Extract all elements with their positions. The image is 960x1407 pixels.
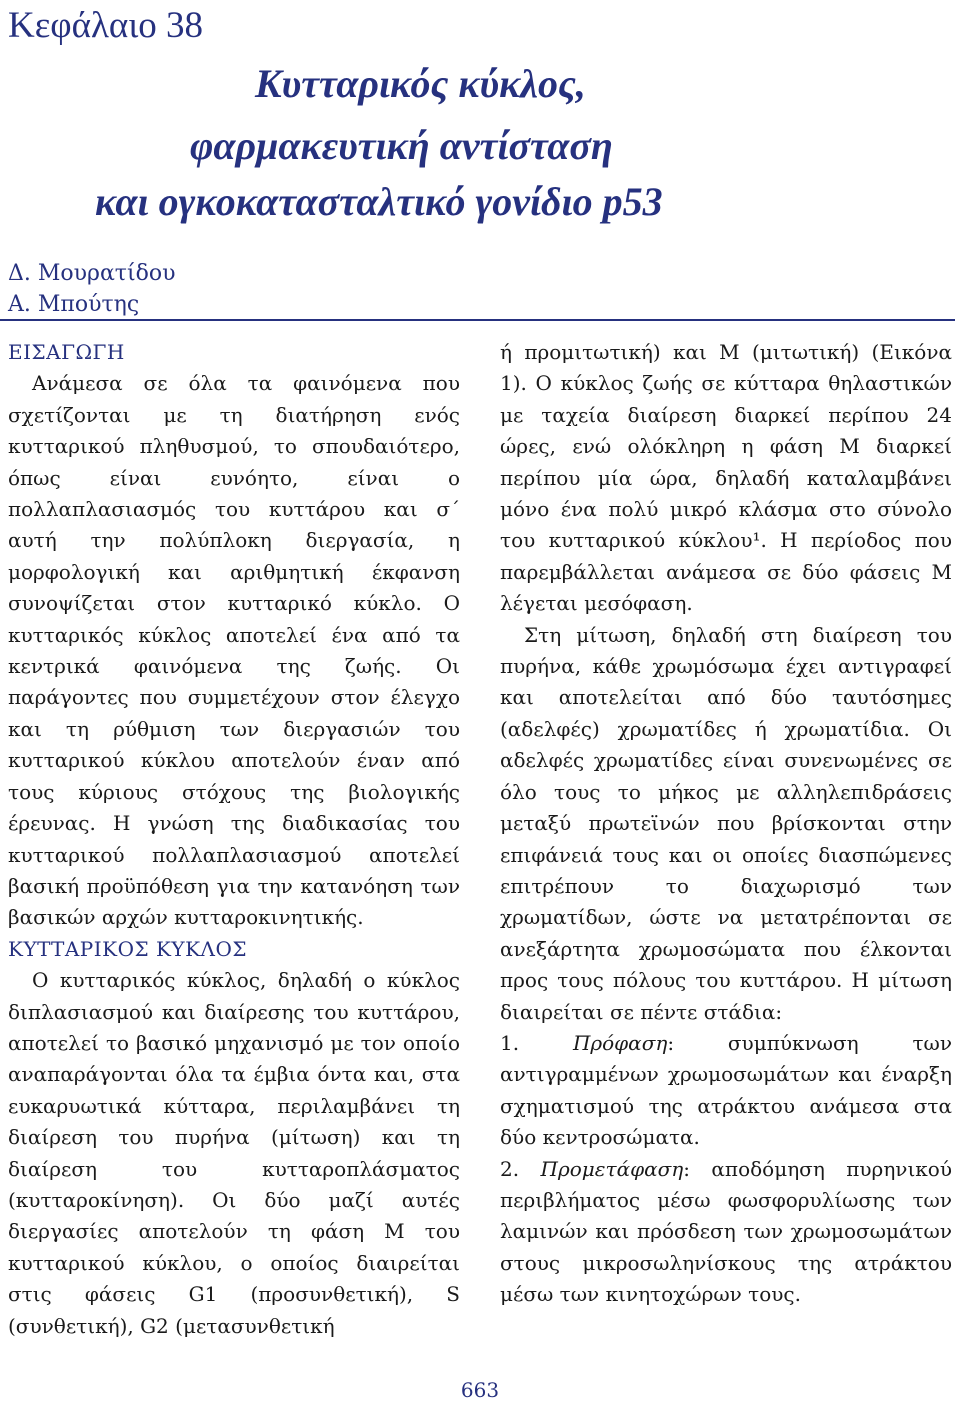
title-line-1: Κυτταρικός κύκλος,	[255, 61, 586, 106]
cell-cycle-heading: ΚΥΤΤΑΡΙΚΟΣ ΚΥΚΛΟΣ	[8, 936, 248, 961]
stage-item	[500, 1154, 952, 1311]
stage-item	[500, 1028, 952, 1154]
title-line-2: φαρμακευτική αντίσταση	[190, 123, 613, 168]
left-column	[8, 337, 460, 1342]
intro-heading: ΕΙΣΑΓΩΓΗ	[8, 340, 125, 364]
stage-description: : αποδόμηση πυρηνικού περιβλήματος μέσω φωσφορυλίωσης των λαμινών και πρόσδεση των χρωμοσωμάτων στους μικροσωληνίσκους της ατράκτου μέσω των κινητοχώρων τους.	[500, 1156, 952, 1307]
header-divider	[0, 319, 955, 321]
cell-cycle-paragraph: Ο κυτταρικός κύκλος, δηλαδή ο κύκλος διπλασιασμού και διαίρεσης του κυττάρου, αποτελεί το βασικό μηχανισμό με τον οποίο αναπαράγονται όλα τα έμβια όντα και, στα ευκαρυωτικά κύτταρα, περιλαμβάνει τη διαίρεση του πυρήνα (μίτωση) και τη διαίρεση του κυτταροπλάσματος (κυτταροκίνηση). Οι δύο μαζί αυτές διεργασίες αποτελούν τη φάση Μ του κυτταρικού κύκλου, ο οποίος διαιρείται στις φάσεις G1 (προσυνθετική), S (συνθετική), G2 (μετασυνθετική	[8, 968, 460, 1338]
intro-paragraph: Ανάμεσα σε όλα τα φαινόμενα που σχετίζονται με τη διατήρηση ενός κυτταρικού πληθυσμού, το σπουδαιότερο, όπως είναι ευνόητο, είναι ο πολλαπλασιασμός του κυττάρου και σ΄ αυτή την πολύπλοκη διεργασία, η μορφολογική και αριθμητική έκφανση συνοψίζεται στον κυτταρικό κύκλο. Ο κυτταρικός κύκλος αποτελεί ένα από τα κεντρικά φαινόμενα της ζωής. Οι παράγοντες που συμμετέχουν στον έλεγχο και τη ρύθμιση των διεργασιών του κυτταρικού κύκλου αποτελούν έναν από τους κύριους στόχους της βιολογικής έρευνας. Η γνώση της διαδικασίας του κυτταρικού πολλαπλασιασμού αποτελεί βασική προϋπόθεση για την κατανόηση των βασικών αρχών κυτταροκινητικής.	[8, 371, 460, 930]
chapter-label: Κεφάλαιο 38	[8, 5, 204, 46]
continued-paragraph: ή προμιτωτική) και Μ (μιτωτική) (Εικόνα 1). Ο κύκλος ζωής σε κύτταρα θηλαστικών με ταχεία διαίρεση διαρκεί περίπου 24 ώρες, ενώ ολόκληρη η φάση Μ διαρκεί περίπου μία ώρα, δηλαδή καταλαμβάνει μόνο ένα πολύ μικρό κλάσμα στο σύνολο του κυτταρικού κύκλου¹. Η περίοδος που παρεμβάλλεται ανάμεσα σε δύο φάσεις Μ λέγεται μεσόφαση.	[500, 340, 952, 616]
author: Δ. Μουρατίδου	[8, 261, 176, 286]
stage-term: Πρόφαση	[572, 1030, 668, 1055]
right-column	[500, 337, 952, 1311]
page-number: 663	[460, 1378, 500, 1402]
author: Α. Μπούτης	[8, 292, 140, 317]
stage-description: : συμπύκνωση των αντιγραμμένων χρωμοσωμάτων και έναρξη σχηματισμού της ατράκτου ανάμεσα στα δύο κεντροσώματα.	[500, 1030, 952, 1150]
title-line-3: και ογκοκατασταλτικό γονίδιο p53	[95, 179, 663, 224]
stage-number: 1.	[500, 1030, 520, 1055]
author-list	[8, 258, 175, 320]
mitosis-paragraph: Στη μίτωση, δηλαδή στη διαίρεση του πυρήνα, κάθε χρωμόσωμα έχει αντιγραφεί και αποτελείται από δύο ταυτόσημες (αδελφές) χρωματίδες ή χρωματίδια. Οι αδελφές χρωματίδες είναι συνενωμένες σε όλο τους το μήκος με αλληλεπιδράσεις μεταξύ πρωτεϊνών που βρίσκονται στην επιφάνειά τους και οι οποίες διασπώμενες επιτρέπουν το διαχωρισμό των χρωματίδων, ώστε να μετατρέπονται σε ανεξάρτητα χρωμοσώματα που έλκονται προς τους πόλους του κυττάρου. Η μίτωση διαιρείται σε πέντε στάδια:	[500, 622, 952, 1024]
stage-term: Προμετάφαση	[540, 1156, 684, 1181]
stage-number: 2.	[500, 1156, 520, 1181]
